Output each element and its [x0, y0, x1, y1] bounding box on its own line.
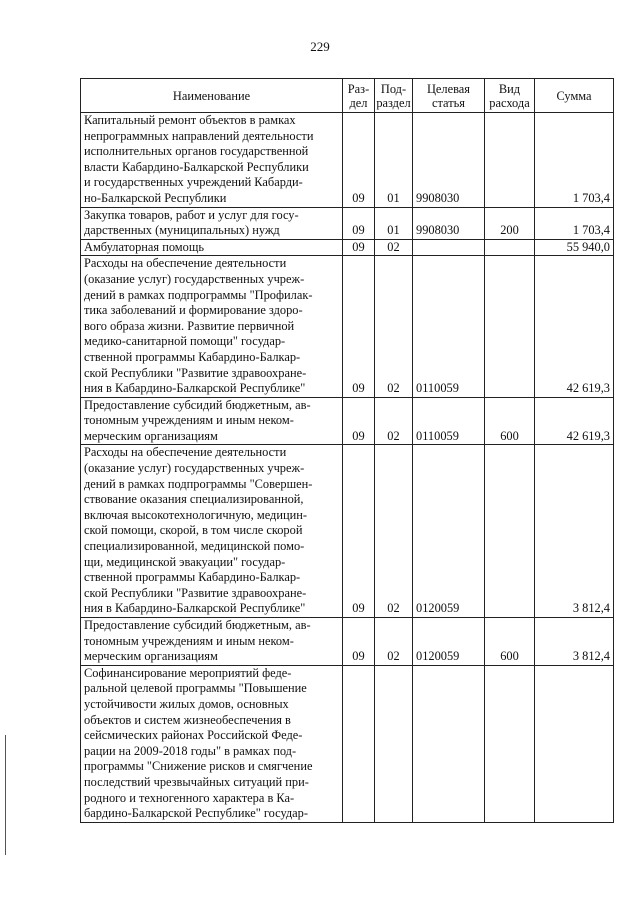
- row-target: 0120059: [413, 445, 485, 618]
- table-row: [81, 256, 614, 397]
- row-sum: 42 619,3: [535, 397, 614, 445]
- scan-edge-mark: [5, 735, 6, 855]
- row-vid: [485, 113, 535, 208]
- row-razdel: 09: [343, 113, 375, 208]
- row-podrazdel: 02: [375, 397, 413, 445]
- table-row: [81, 239, 614, 256]
- row-podrazdel: 02: [375, 445, 413, 618]
- header-target: Целевая статья: [413, 79, 485, 113]
- row-podrazdel: 01: [375, 113, 413, 208]
- row-razdel: 09: [343, 397, 375, 445]
- row-target: 0120059: [413, 618, 485, 666]
- header-podrazdel: Под- раздел: [375, 79, 413, 113]
- row-razdel: 09: [343, 256, 375, 397]
- row-name: Софинансирование мероприятий феде- ральной целевой программы "Повышение устойчивости жилых домов, основных объектов и систем жизнеобеспечения в сейсмических районах Российской Феде- рации на 2009-2018 годы" в рамках под- программы "Снижение рисков и смягчение последствий чрезвычайных ситуаций при- родного и техногенного характера в Ка- бардино-Балкарской Республике" государ-: [81, 665, 343, 822]
- row-name: Капитальный ремонт объектов в рамках непрограммных направлений деятельности исполнительных органов государственной власти Кабардино-Балкарской Республики и государственных учреждений Кабарди- но-Балкарской Республики: [81, 113, 343, 208]
- row-podrazdel: [375, 665, 413, 822]
- row-razdel: 09: [343, 618, 375, 666]
- row-razdel: 09: [343, 239, 375, 256]
- row-name: Амбулаторная помощь: [81, 239, 343, 256]
- row-target: 9908030: [413, 207, 485, 239]
- row-vid: [485, 256, 535, 397]
- row-podrazdel: 01: [375, 207, 413, 239]
- row-sum: 1 703,4: [535, 207, 614, 239]
- row-target: 9908030: [413, 113, 485, 208]
- row-target: [413, 665, 485, 822]
- table-row: [81, 618, 614, 666]
- header-vid: Вид расхода: [485, 79, 535, 113]
- row-name: Предоставление субсидий бюджетным, ав- тономным учреждениям и иным неком- мерческим организациям: [81, 397, 343, 445]
- row-razdel: [343, 665, 375, 822]
- table-row: [81, 397, 614, 445]
- row-razdel: 09: [343, 445, 375, 618]
- row-vid: 600: [485, 618, 535, 666]
- table-row: [81, 113, 614, 208]
- row-name: Предоставление субсидий бюджетным, ав- тономным учреждениям и иным неком- мерческим организациям: [81, 618, 343, 666]
- row-vid: [485, 445, 535, 618]
- row-vid: [485, 665, 535, 822]
- row-podrazdel: 02: [375, 239, 413, 256]
- row-name: Закупка товаров, работ и услуг для госу- дарственных (муниципальных) нужд: [81, 207, 343, 239]
- row-razdel: 09: [343, 207, 375, 239]
- row-podrazdel: 02: [375, 618, 413, 666]
- row-sum: 3 812,4: [535, 445, 614, 618]
- row-sum: 55 940,0: [535, 239, 614, 256]
- row-sum: 42 619,3: [535, 256, 614, 397]
- table-row: [81, 665, 614, 822]
- row-name: Расходы на обеспечение деятельности (оказание услуг) государственных учреж- дений в рамках подпрограммы "Совершен- ствование оказания специализированной, включая высокотехнологичную, медицин- ской помощи, скорой, в том числе скорой специализированной, медицинской помо- щи, медицинской эвакуации" государ- ственной программы Кабардино-Балкар- ской Республики "Развитие здравоохране- ния в Кабардино-Балкарской Республике": [81, 445, 343, 618]
- page-number: 229: [310, 39, 330, 54]
- row-target: 0110059: [413, 397, 485, 445]
- row-vid: 600: [485, 397, 535, 445]
- table-row: [81, 445, 614, 618]
- table-row: [81, 207, 614, 239]
- budget-table: [80, 78, 614, 823]
- row-target: 0110059: [413, 256, 485, 397]
- row-target: [413, 239, 485, 256]
- header-name: Наименование: [81, 79, 343, 113]
- header-sum: Сумма: [535, 79, 614, 113]
- row-podrazdel: 02: [375, 256, 413, 397]
- row-vid: 200: [485, 207, 535, 239]
- row-name: Расходы на обеспечение деятельности (оказание услуг) государственных учреж- дений в рамках подпрограммы "Профилак- тика заболеваний и формирование здоро- вого образа жизни. Развитие первичной медико-санитарной помощи" государ- ственной программы Кабардино-Балкар- ской Республики "Развитие здравоохране- ния в Кабардино-Балкарской Республике": [81, 256, 343, 397]
- table-header-row: [81, 79, 614, 113]
- header-razdel: Раз- дел: [343, 79, 375, 113]
- row-sum: [535, 665, 614, 822]
- row-vid: [485, 239, 535, 256]
- row-sum: 1 703,4: [535, 113, 614, 208]
- row-sum: 3 812,4: [535, 618, 614, 666]
